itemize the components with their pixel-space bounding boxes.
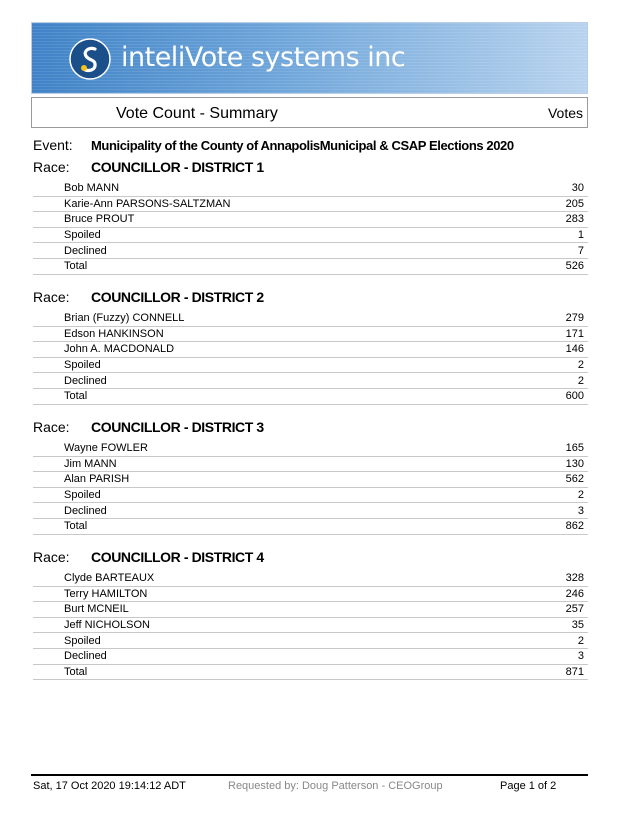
candidate-name: Spoiled (64, 489, 101, 502)
event-label: Event: (33, 137, 73, 153)
race-title: COUNCILLOR - DISTRICT 1 (91, 159, 264, 175)
header-banner (31, 22, 588, 94)
race-header (33, 419, 588, 441)
table-row (33, 633, 588, 649)
race-section (33, 289, 588, 405)
footer-page-number: Page 1 of 2 (500, 780, 557, 792)
table-row (33, 342, 588, 358)
table-row (33, 503, 588, 519)
intelivote-logo-icon (69, 38, 111, 80)
race-title: COUNCILLOR - DISTRICT 2 (91, 289, 264, 305)
table-row (33, 373, 588, 389)
results-table (33, 311, 588, 405)
table-row (33, 212, 588, 228)
table-row (33, 519, 588, 535)
race-section (33, 419, 588, 535)
table-row (33, 665, 588, 681)
vote-count: 2 (577, 634, 584, 647)
table-row (33, 602, 588, 618)
race-label: Race: (33, 549, 70, 565)
votes-column-header: Votes (547, 105, 583, 121)
table-row (33, 618, 588, 634)
vote-count: 35 (571, 619, 584, 632)
vote-count: 3 (577, 504, 584, 517)
candidate-name: Edson HANKINSON (64, 327, 164, 340)
race-section (33, 549, 588, 680)
vote-count: 283 (565, 213, 584, 226)
candidate-name: Burt MCNEIL (64, 603, 129, 616)
table-row (33, 441, 588, 457)
event-line (33, 137, 588, 155)
footer-timestamp: Sat, 17 Oct 2020 19:14:12 ADT (33, 780, 186, 792)
table-row (33, 488, 588, 504)
candidate-name: Spoiled (64, 359, 101, 372)
table-row (33, 472, 588, 488)
vote-count: 30 (571, 182, 584, 195)
candidate-name: Spoiled (64, 229, 101, 242)
candidate-name: Spoiled (64, 634, 101, 647)
vote-count: 7 (577, 244, 584, 257)
table-row (33, 228, 588, 244)
candidate-name: Declined (64, 650, 107, 663)
candidate-name: Declined (64, 374, 107, 387)
results-table (33, 571, 588, 680)
candidate-name: Declined (64, 504, 107, 517)
table-row (33, 587, 588, 603)
vote-count: 328 (565, 572, 584, 585)
race-label: Race: (33, 419, 70, 435)
candidate-name: Clyde BARTEAUX (64, 572, 155, 585)
candidate-name: Bob MANN (64, 182, 120, 195)
title-box (31, 97, 588, 128)
vote-count: 2 (577, 359, 584, 372)
table-row (33, 311, 588, 327)
brand-name: inteliVote systems inc (121, 42, 406, 73)
event-name: Municipality of the County of AnnapolisMunicipal & CSAP Elections 2020 (91, 138, 514, 153)
vote-count: 171 (565, 327, 584, 340)
table-row (33, 649, 588, 665)
candidate-name: Karie-Ann PARSONS-SALTZMAN (64, 197, 231, 210)
race-header (33, 289, 588, 311)
vote-count: 562 (565, 473, 584, 486)
candidate-name: John A. MACDONALD (64, 343, 175, 356)
vote-count: 862 (565, 520, 584, 533)
candidate-name: Bruce PROUT (64, 213, 135, 226)
candidate-name: Total (64, 390, 88, 403)
footer-requested-by: Requested by: Doug Patterson - CEOGroup (228, 780, 443, 792)
race-label: Race: (33, 289, 70, 305)
vote-count: 279 (565, 312, 584, 325)
vote-count: 2 (577, 374, 584, 387)
table-row (33, 327, 588, 343)
table-row (33, 243, 588, 259)
table-row (33, 181, 588, 197)
table-row (33, 457, 588, 473)
footer-divider (31, 774, 588, 776)
vote-count: 205 (565, 197, 584, 210)
candidate-name: Total (64, 665, 88, 678)
candidate-name: Brian (Fuzzy) CONNELL (64, 312, 185, 325)
vote-count: 600 (565, 390, 584, 403)
race-header (33, 159, 588, 181)
vote-count: 1 (577, 229, 584, 242)
vote-count: 246 (565, 587, 584, 600)
vote-count: 146 (565, 343, 584, 356)
race-title: COUNCILLOR - DISTRICT 3 (91, 419, 264, 435)
table-row (33, 358, 588, 374)
candidate-name: Alan PARISH (64, 473, 130, 486)
race-label: Race: (33, 159, 70, 175)
candidate-name: Jeff NICHOLSON (64, 619, 150, 632)
vote-count: 130 (565, 457, 584, 470)
page-title: Vote Count - Summary (116, 105, 278, 122)
table-row (33, 389, 588, 405)
race-header (33, 549, 588, 571)
table-row (33, 259, 588, 275)
race-title: COUNCILLOR - DISTRICT 4 (91, 549, 264, 565)
candidate-name: Total (64, 520, 88, 533)
vote-count: 2 (577, 489, 584, 502)
table-row (33, 571, 588, 587)
candidate-name: Terry HAMILTON (64, 587, 148, 600)
results-table (33, 441, 588, 535)
candidate-name: Jim MANN (64, 457, 117, 470)
vote-count: 165 (565, 442, 584, 455)
vote-count: 257 (565, 603, 584, 616)
candidate-name: Total (64, 260, 88, 273)
vote-count: 871 (565, 665, 584, 678)
vote-count: 3 (577, 650, 584, 663)
vote-count: 526 (565, 260, 584, 273)
table-row (33, 197, 588, 213)
race-section (33, 159, 588, 275)
candidate-name: Wayne FOWLER (64, 442, 148, 455)
candidate-name: Declined (64, 244, 107, 257)
results-table (33, 181, 588, 275)
